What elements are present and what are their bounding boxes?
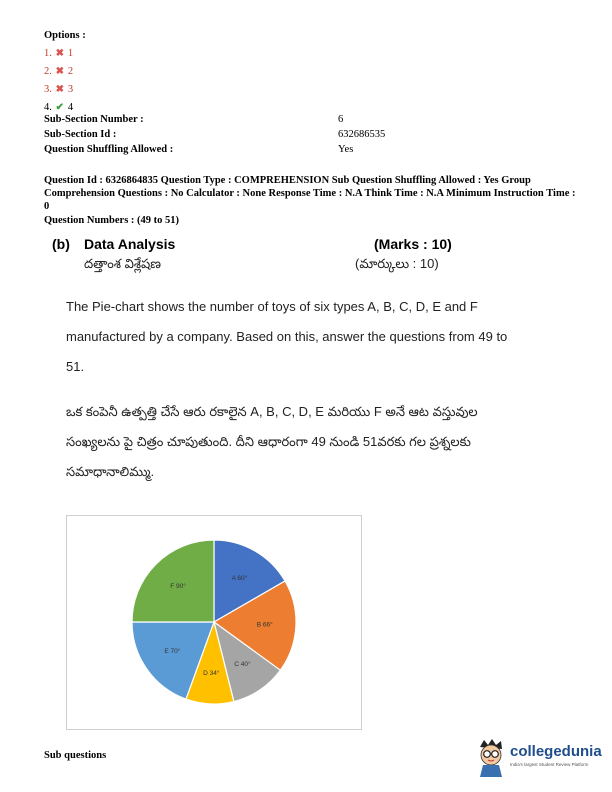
option-value: 4 — [67, 102, 74, 113]
pie-chart-svg — [67, 516, 361, 729]
collegedunia-mascot-icon — [474, 737, 508, 777]
sub-section-number-label: Sub-Section Number : — [44, 114, 144, 125]
pie-label-d: D 34° — [203, 669, 220, 677]
option-value: 3 — [67, 84, 74, 95]
option-value: 1 — [67, 48, 74, 59]
option-number: 4. — [44, 102, 52, 113]
option-number: 3. — [44, 84, 52, 95]
pie-slice-f — [132, 540, 214, 622]
option-number: 1. — [44, 48, 52, 59]
sub-section-id-label: Sub-Section Id : — [44, 129, 117, 140]
section-title: Data Analysis — [84, 236, 176, 252]
question-info: Question Id : 6326864835 Question Type : COMPREHENSION Sub Question Shuffling Allowed : Yes Group Comprehension Questions : No Calculator : None Response Time : N.A Think Time : N.A Minimum Instruction Time : 0 — [44, 175, 576, 212]
pie-label-b: B 66° — [256, 621, 273, 629]
sub-section-meta — [44, 112, 385, 157]
pie-label-e: E 70° — [164, 648, 181, 656]
section-title-telugu: దత్తాంశ విశ్లేషణ — [84, 256, 161, 271]
wrong-icon: ✖ — [55, 84, 65, 95]
option-value: 2 — [67, 66, 74, 77]
sub-section-id: 632686535 — [338, 129, 386, 140]
shuffling-label: Question Shuffling Allowed : — [44, 144, 174, 155]
section-marks: (Marks : 10) — [374, 236, 452, 252]
section-marks-telugu: (మార్కులు : 10) — [355, 256, 439, 271]
option-number: 2. — [44, 66, 52, 77]
sub-questions-label: Sub questions — [44, 750, 107, 761]
passage-telugu: ఒక కంపెనీ ఉత్పత్తి చేసే ఆరు రకాలైన A, B, C, D, E మరియు F అనే ఆట వస్తువుల సంఖ్యలను పై చిత్రం చూపుతుంది. దీని ఆధారంగా 49 నుండి 51వరకు గల ప్రశ్నలకు సమాధానాలిమ్ము. — [66, 404, 478, 479]
option-item — [44, 81, 73, 99]
sub-section-number: 6 — [338, 114, 344, 125]
wrong-icon: ✖ — [55, 48, 65, 59]
options-list — [44, 45, 73, 117]
section-label: (b) — [52, 236, 70, 252]
logo-tagline: India's largest Student Review Platform — [510, 762, 589, 767]
pie-label-a: A 60° — [231, 574, 248, 582]
options-title: Options : — [44, 30, 86, 41]
logo-wordmark: collegedunia — [510, 743, 602, 760]
check-icon: ✔ — [55, 102, 65, 113]
option-item — [44, 63, 73, 81]
pie-label-c: C 40° — [234, 661, 251, 669]
wrong-icon: ✖ — [55, 66, 65, 77]
passage-english: The Pie-chart shows the number of toys of six types A, B, C, D, E and F manufactured by a company. Based on this, answer the questions from 49 to 51. — [66, 299, 508, 374]
pie-chart — [66, 515, 362, 730]
shuffling-value: Yes — [338, 144, 354, 155]
pie-label-f: F 90° — [170, 583, 186, 591]
option-item — [44, 45, 73, 63]
question-numbers: Question Numbers : (49 to 51) — [44, 215, 180, 226]
